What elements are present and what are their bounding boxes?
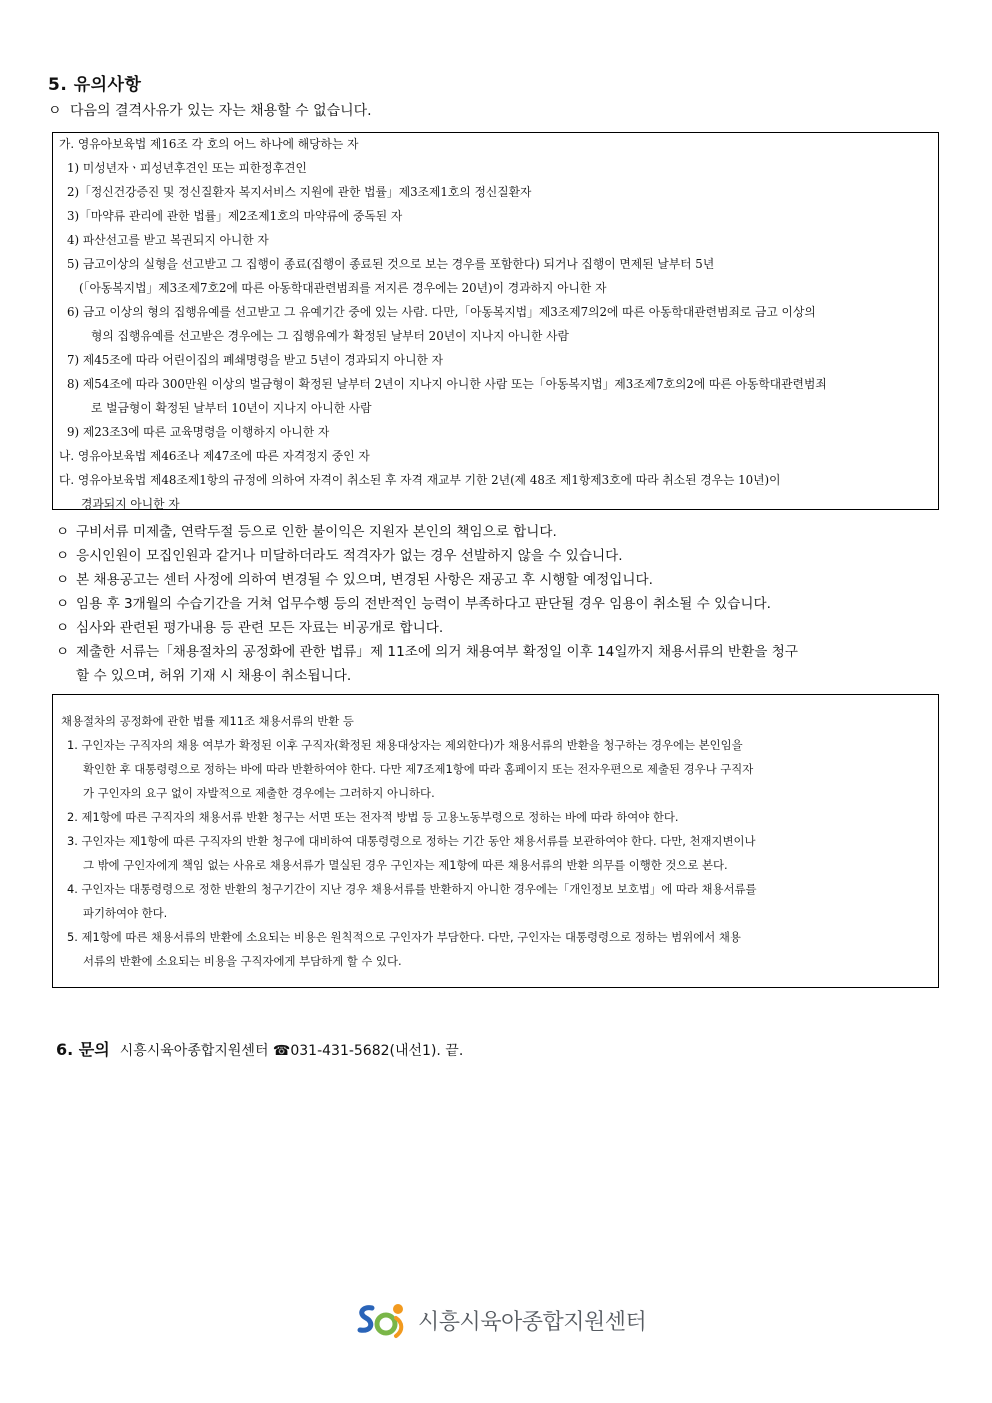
- law-excerpt-box: [52, 694, 939, 988]
- inquiry-contact: 시흥시육아종합지원센터 ☎031-431-5682(내선1). 끝.: [119, 1043, 464, 1059]
- bullet-mark: ㅇ: [56, 524, 70, 540]
- disqualification-box: [52, 132, 939, 510]
- box2-line: 5. 제1항에 따른 채용서류의 반환에 소요되는 비용은 원칙적으로 구인자가 부담한다. 다만, 구인자는 대통령령으로 정하는 범위에서 채용: [67, 930, 741, 944]
- box1-line: 로 벌금형이 확정된 날부터 10년이 지나지 아니한 사람: [91, 401, 372, 415]
- notice-item: ㅇ 구비서류 미제출, 연락두절 등으로 인한 불이익은 지원자 본인의 책임으로 합니다.: [56, 520, 557, 540]
- bullet-mark: ㅇ: [56, 572, 70, 588]
- box2-line: 1. 구인자는 구직자의 채용 여부가 확정된 이후 구직자(확정된 채용대상자는 제외한다)가 채용서류의 반환을 청구하는 경우에는 본인임을: [67, 738, 743, 752]
- bullet-mark: ㅇ: [56, 644, 70, 660]
- section-5-heading: 5. 유의사항: [48, 75, 142, 95]
- notice-item: ㅇ 본 채용공고는 센터 사정에 의하여 변경될 수 있으며, 변경된 사항은 재공고 후 시행할 예정입니다.: [56, 568, 653, 588]
- notice-item: ㅇ 제출한 서류는「채용절차의 공정화에 관한 법류」제 11조에 의거 채용여부 확정일 이후 14일까지 채용서류의 반환을 청구: [56, 640, 798, 660]
- inquiry-line: [56, 1037, 463, 1060]
- notice-item: ㅇ 임용 후 3개월의 수습기간을 거쳐 업무수행 등의 전반적인 능력이 부족하다고 판단될 경우 임용이 취소될 수 있습니다.: [56, 592, 771, 612]
- box2-line: 서류의 반환에 소요되는 비용을 구직자에게 부담하게 할 수 있다.: [83, 954, 402, 968]
- footer-logo: [356, 1300, 646, 1340]
- box1-line: (「아동복지법」제3조제7호2에 따른 아동학대관련범죄를 저지른 경우에는 20년)이 경과하지 아니한 자: [79, 281, 607, 295]
- intro-text: 다음의 결격사유가 있는 자는 채용할 수 없습니다.: [70, 103, 372, 119]
- bullet-mark: ㅇ: [56, 548, 70, 564]
- center-logo-icon: [356, 1300, 412, 1340]
- box1-line: 5) 금고이상의 실형을 선고받고 그 집행이 종료(집행이 종료된 것으로 보는 경우를 포함한다) 되거나 집행이 면제된 날부터 5년: [67, 257, 715, 271]
- box1-line: 7) 제45조에 따라 어린이집의 폐쇄명령을 받고 5년이 경과되지 아니한 자: [67, 353, 444, 367]
- box1-line: 나. 영유아보육법 제46조나 제47조에 따른 자격정지 중인 자: [59, 449, 370, 463]
- box2-line: 그 밖에 구인자에게 책임 없는 사유로 채용서류가 멸실된 경우 구인자는 제1항에 따른 채용서류의 반환 의무를 이행한 것으로 본다.: [83, 858, 728, 872]
- box1-line: 8) 제54조에 따라 300만원 이상의 벌금형이 확정된 날부터 2년이 지나지 아니한 사람 또는「아동복지법」제3조제7호의2에 따른 아동학대관련범죄: [67, 377, 827, 391]
- notice-item: ㅇ 응시인원이 모집인원과 같거나 미달하더라도 적격자가 없는 경우 선발하지 않을 수 있습니다.: [56, 544, 623, 564]
- intro-line: [48, 100, 372, 120]
- box2-line: 채용절차의 공정화에 관한 법률 제11조 채용서류의 반환 등: [61, 714, 354, 728]
- box1-line: 6) 금고 이상의 형의 집행유예를 선고받고 그 유예기간 중에 있는 사람. 다만,「아동복지법」제3조제7의2에 따른 아동학대관련범죄로 금고 이상의: [67, 305, 816, 319]
- box1-line: 9) 제23조3에 따른 교육명령을 이행하지 아니한 자: [67, 425, 330, 439]
- notice-item: ㅇ 심사와 관련된 평가내용 등 관련 모든 자료는 비공개로 합니다.: [56, 616, 443, 636]
- section-6-heading: 6. 문의: [56, 1040, 110, 1059]
- box2-line: 확인한 후 대통령령으로 정하는 바에 따라 반환하여야 한다. 다만 제7조제1항에 따라 홈페이지 또는 전자우편으로 제출된 경우나 구직자: [83, 762, 754, 776]
- box2-line: 2. 제1항에 따른 구직자의 채용서류 반환 청구는 서면 또는 전자적 방법 등 고용노동부령으로 정하는 바에 따라 하여야 한다.: [67, 810, 679, 824]
- box1-line: 가. 영유아보육법 제16조 각 호의 어느 하나에 해당하는 자: [59, 137, 359, 151]
- center-name: 시흥시육아종합지원센터: [418, 1309, 647, 1335]
- box1-line: 형의 집행유예를 선고받은 경우에는 그 집행유예가 확정된 날부터 20년이 지나지 아니한 사람: [91, 329, 569, 343]
- box1-line: 3)「마약류 관리에 관한 법률」제2조제1호의 마약류에 중독된 자: [67, 209, 403, 223]
- box2-line: 파기하여야 한다.: [83, 906, 168, 920]
- box1-line: 1) 미성년자ㆍ피성년후견인 또는 피한정후견인: [67, 161, 307, 175]
- box2-line: 3. 구인자는 제1항에 따른 구직자의 반환 청구에 대비하여 대통령령으로 정하는 기간 동안 채용서류를 보관하여야 한다. 다만, 천재지변이나: [67, 834, 756, 848]
- box1-line: 4) 파산선고를 받고 복권되지 아니한 자: [67, 233, 269, 247]
- box2-line: 가 구인자의 요구 없이 자발적으로 제출한 경우에는 그러하지 아니하다.: [83, 786, 435, 800]
- bullet-mark: ㅇ: [48, 103, 62, 119]
- bullet-mark: ㅇ: [56, 596, 70, 612]
- box2-line: 4. 구인자는 대통령령으로 정한 반환의 청구기간이 지난 경우 채용서류를 반환하지 아니한 경우에는「개인정보 보호법」에 따라 채용서류를: [67, 882, 757, 896]
- box1-line: 경과되지 아니한 자: [81, 497, 180, 511]
- notice-item-continuation: 할 수 있으며, 허위 기재 시 채용이 취소됩니다.: [76, 668, 352, 684]
- bullet-mark: ㅇ: [56, 620, 70, 636]
- box1-line: 2)「정신건강증진 및 정신질환자 복지서비스 지원에 관한 법률」제3조제1호의 정신질환자: [67, 185, 532, 199]
- box1-line: 다. 영유아보육법 제48조제1항의 규정에 의하여 자격이 취소된 후 자격 재교부 기한 2년(제 48조 제1항제3호에 따라 취소된 경우는 10년)이: [59, 473, 781, 487]
